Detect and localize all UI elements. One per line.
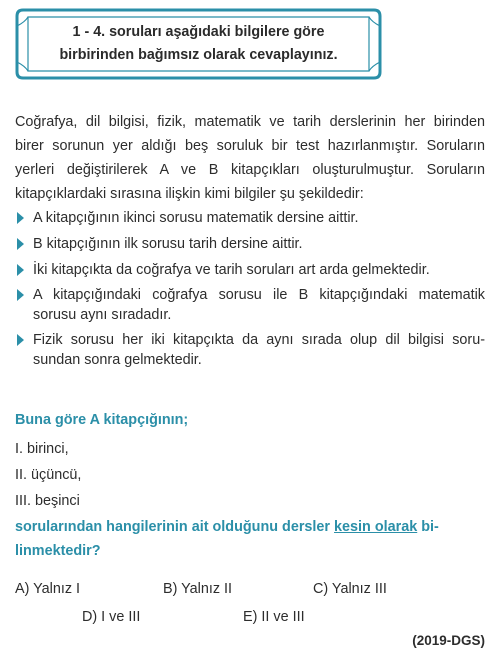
list-item-text: Fizik sorusu her iki kitapçıkta da aynı sırada olup dil bilgisi soru-	[33, 332, 485, 348]
arrow-bullet-icon	[17, 289, 24, 301]
roman-item-3: III. beşinci	[15, 493, 80, 509]
roman-item-1: I. birinci,	[15, 441, 69, 457]
question-stem-text: bi-	[417, 519, 439, 535]
arrow-bullet-icon	[17, 212, 24, 224]
intro-paragraph	[15, 110, 485, 206]
instruction-banner	[15, 8, 382, 80]
intro-line: birer sorunun yer aldığı beş soruluk bir test hazırlanmıştır. Soruların	[15, 138, 485, 154]
arrow-bullet-icon	[17, 334, 24, 346]
question-stem-line-2: linmektedir?	[15, 543, 101, 559]
option-d[interactable]: D) I ve III	[82, 609, 141, 625]
option-a[interactable]: A) Yalnız I	[15, 581, 81, 597]
arrow-bullet-icon	[17, 238, 24, 250]
list-item-text: A kitapçığındaki coğrafya sorusu ile B kitapçığındaki matematik	[33, 287, 485, 303]
question-lead: Buna göre A kitapçığının;	[15, 412, 189, 428]
question-stem-text: sorularından hangilerinin ait olduğunu dersler	[15, 519, 335, 535]
roman-item-2: II. üçüncü,	[15, 467, 82, 483]
option-c[interactable]: C) Yalnız III	[313, 581, 387, 597]
intro-line: kitapçıklardaki sırasına ilişkin kimi bilgiler şu şekildedir:	[15, 186, 364, 202]
banner-line-1: 1 - 4. soruları aşağıdaki bilgilere göre	[72, 24, 325, 40]
question-stem	[15, 519, 439, 535]
list-item-text: sorusu aynı sıradadır.	[33, 307, 172, 323]
list-item-text: A kitapçığının ikinci sorusu matematik dersine aittir.	[33, 210, 359, 226]
list-item-text: B kitapçığının ilk sorusu tarih dersine aittir.	[33, 236, 303, 252]
intro-line: yerleri değiştirilerek A ve B kitapçıkları oluşturulmuştur. Soruların	[15, 162, 485, 178]
option-b[interactable]: B) Yalnız II	[163, 581, 233, 597]
intro-line: Coğrafya, dil bilgisi, fizik, matematik ve tarih derslerinin her birinden	[15, 114, 485, 130]
question-emphasis: kesin olarak	[334, 519, 418, 535]
list-item-text: İki kitapçıkta da coğrafya ve tarih soruları art arda gelmektedir.	[33, 262, 430, 278]
banner-line-2: birbirinden bağımsız olarak cevaplayınız.	[59, 47, 338, 63]
arrow-bullet-icon	[17, 264, 24, 276]
option-e[interactable]: E) II ve III	[243, 609, 305, 625]
source-tag: (2019-DGS)	[412, 633, 485, 648]
list-item-text: sundan sonra gelmektedir.	[33, 352, 202, 368]
